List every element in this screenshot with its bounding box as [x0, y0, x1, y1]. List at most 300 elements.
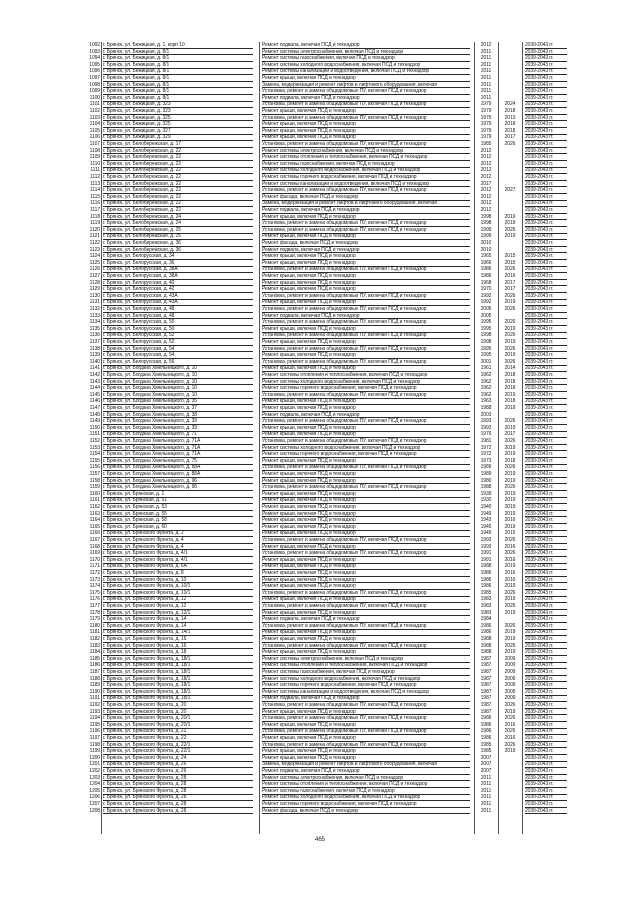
row-period: 2039-2043 гг. [525, 68, 554, 75]
row-number: 1164 [89, 517, 100, 524]
row-work-type: Ремонт системы канализации и водоотведения, включая ПСД и технадзор [262, 688, 430, 695]
row-period: 2039-2043 гг. [525, 339, 554, 345]
row-year-built: 1979 [480, 121, 492, 128]
row-year-repair: 2017 [504, 279, 516, 286]
row-period: 2039-2043 гг. [525, 127, 554, 134]
row-address: г. Брянск, ул. Брянского Фронта, д. 2 [103, 530, 184, 537]
table-row [0, 775, 640, 781]
row-year-repair: 2019 [504, 477, 516, 484]
table-row [0, 722, 640, 728]
row-address: г. Брянск, ул. Бежицкая, д. 325 [103, 121, 171, 128]
row-number: 1150 [89, 424, 100, 431]
row-address: г. Брянск, ул. Брянского Фронта, д. 16 [103, 636, 187, 642]
row-year-built: 1995 [480, 319, 492, 326]
row-address: г. Брянск, ул. Брянского Фронта, д. 18/1 [103, 688, 191, 695]
table-row [0, 134, 640, 140]
row-address: г. Брянск, ул. Брянского Фронта, д. 4/1 [103, 556, 188, 563]
row-period: 2039-2043 гг. [525, 385, 554, 392]
table-row [0, 425, 640, 431]
row-address: г. Брянск, ул. Белобережская, д. 22 [103, 174, 181, 180]
table-row [0, 656, 640, 662]
row-period: 2039-2043 гг. [525, 629, 554, 636]
row-number: 1198 [89, 741, 100, 748]
row-number: 1122 [89, 240, 100, 246]
row-period: 2039-2043 гг. [525, 510, 554, 517]
row-work-type: Ремонт крыши, включая ПСД и технадзор [262, 721, 356, 728]
row-work-type: Установка, ремонт и замена общедомовых ПУ, включая ПСД и технадзор [262, 345, 427, 352]
table-row [0, 346, 640, 352]
row-year-repair: 2026 [504, 728, 516, 735]
row-number: 1165 [89, 523, 100, 530]
row-year-built: 1995 [480, 345, 492, 352]
table-row [0, 715, 640, 721]
row-work-type: Ремонт крыши, включая ПСД и технадзор [262, 748, 356, 755]
row-period: 2039-2043 гг. [525, 642, 554, 649]
table-row [0, 49, 640, 55]
row-number: 1092 [89, 42, 100, 48]
row-period: 2039-2043 гг. [525, 365, 554, 372]
row-year-built: 1985 [480, 741, 492, 748]
row-work-type: Ремонт крыши, включая ПСД и технадзор [262, 570, 356, 576]
row-number: 1176 [89, 596, 100, 603]
row-period: 2039-2043 гг. [525, 306, 554, 312]
row-work-type: Ремонт крыши, включая ПСД и технадзор [262, 629, 356, 636]
row-year-repair: 2026 [504, 345, 516, 352]
row-year-repair: 2019 [504, 405, 516, 411]
table-row [0, 128, 640, 134]
row-number: 1132 [89, 306, 100, 312]
row-address: г. Брянск, ул. Брянская, д. 1 [103, 490, 165, 497]
table-row [0, 62, 640, 68]
row-year-built: 1988 [480, 636, 492, 642]
row-address: г. Брянск, ул. Белорусская, д. 48 [103, 306, 175, 312]
row-period: 2039-2043 гг. [525, 141, 554, 147]
row-number: 1207 [89, 801, 100, 807]
row-work-type: Установка, ремонт и замена общедомовых ПУ, включая ПСД и технадзор [262, 319, 427, 326]
row-number: 1141 [89, 365, 100, 372]
table-row [0, 167, 640, 173]
row-address: г. Брянск, ул. Брянского Фронта, д. 12 [103, 603, 187, 609]
table-row [0, 702, 640, 708]
row-year-built: 1966 [480, 259, 492, 266]
row-year-repair: 2026 [504, 226, 516, 233]
row-work-type: Ремонт крыши, включая ПСД и технадзор [262, 708, 356, 715]
row-number: 1121 [89, 233, 100, 240]
row-period: 2039-2043 гг. [525, 48, 554, 55]
row-year-repair: 2026 [504, 603, 516, 609]
row-number: 1140 [89, 358, 100, 365]
row-year-repair: 2019 [504, 563, 516, 570]
row-period: 2039-2043 гг. [525, 589, 554, 596]
table-row [0, 530, 640, 536]
row-work-type: Ремонт фасада, включая ПСД и технадзор [262, 240, 359, 246]
row-year-built: 2011 [480, 61, 492, 68]
row-number: 1157 [89, 471, 100, 477]
row-year-built: 1943 [480, 517, 492, 524]
table-row [0, 42, 640, 48]
row-address: г. Брянск, ул. Богдана Хмельницкого, д. 35 [103, 398, 197, 405]
table-row [0, 458, 640, 464]
row-period: 2039-2043 гг. [525, 530, 554, 537]
row-work-type: Ремонт крыши, включая ПСД и технадзор [262, 523, 356, 530]
row-address: г. Брянск, ул. Брянского Фронта, д. 28 [103, 794, 187, 801]
row-number: 1112 [90, 174, 100, 180]
row-address: г. Брянск, ул. Брянского Фронта, д. 20 [103, 708, 187, 715]
row-number: 1182 [89, 636, 100, 642]
row-year-repair: 2016 [504, 735, 516, 741]
row-number: 1189 [89, 682, 100, 689]
row-period: 2039-2043 гг. [525, 497, 554, 504]
row-work-type: Ремонт системы электроснабжения, включая ПСД и технадзор [262, 774, 404, 781]
row-address: г. Брянск, ул. Брянского Фронта, д. 18/1 [103, 682, 191, 689]
row-period: 2039-2043 гг. [525, 457, 554, 464]
row-work-type: Ремонт подвала, включая ПСД и технадзор [262, 312, 360, 319]
row-period: 2039-2043 гг. [525, 622, 554, 629]
row-work-type: Ремонт крыши, включая ПСД и технадзор [262, 253, 356, 260]
row-year-built: 2007 [480, 754, 492, 761]
row-work-type: Ремонт крыши, включая ПСД и технадзор [262, 108, 356, 114]
table-row [0, 431, 640, 437]
row-address: г. Брянск, ул. Белобережская, д. 22 [103, 160, 181, 167]
row-year-repair: 2019 [504, 708, 516, 715]
row-address: г. Брянск, ул. Белобережская, д. 22 [103, 200, 181, 207]
row-work-type: Установка, ремонт и замена общедомовых ПУ, включая ПСД и технадзор [262, 266, 427, 273]
row-number: 1180 [89, 622, 100, 629]
row-period: 2039-2043 гг. [525, 253, 554, 260]
row-year-built: 1970 [480, 286, 492, 293]
table-row [0, 755, 640, 761]
row-work-type: Установка, ремонт и замена общедомовых ПУ, включая ПСД и технадзор [262, 391, 427, 398]
row-year-built: 1985 [480, 589, 492, 596]
row-work-type: Установка, ремонт и замена общедомовых ПУ, включая ПСД и технадзор [262, 306, 427, 312]
row-year-repair: 2026 [504, 622, 516, 629]
row-work-type: Установка, ремонт и замена общедомовых ПУ, включая ПСД и технадзор [262, 438, 427, 444]
row-number: 1123 [89, 246, 100, 253]
row-number: 1115 [90, 193, 100, 200]
row-number: 1171 [89, 563, 100, 570]
row-number: 1169 [89, 550, 100, 557]
row-year-built: 1963 [480, 398, 492, 405]
row-number: 1170 [89, 556, 100, 563]
row-period: 2039-2043 гг. [525, 787, 554, 794]
row-period: 2039-2043 гг. [525, 207, 554, 213]
row-year-repair: 2026 [504, 464, 516, 471]
row-work-type: Ремонт крыши, включая ПСД и технадзор [262, 457, 356, 464]
row-address: г. Брянск, ул. Брянского Фронта, д. 8 [103, 570, 184, 576]
row-underline [525, 813, 567, 814]
row-number: 1151 [89, 431, 100, 438]
row-number: 1125 [89, 259, 100, 266]
row-address: г. Брянск, ул. Богдана Хмельницкого, д. 71А [103, 444, 201, 451]
row-work-type: Установка, ремонт и замена общедомовых ПУ, включая ПСД и технадзор [262, 332, 427, 339]
row-period: 2039-2043 гг. [525, 794, 554, 801]
table-row [0, 445, 640, 451]
row-work-type: Ремонт системы горячего водоснабжения, включая ПСД и технадзор [262, 385, 417, 392]
table-row [0, 115, 640, 121]
row-address: г. Брянск, ул. Бежицкая, д. 8/1 [103, 55, 170, 62]
table-row [0, 478, 640, 484]
row-work-type: Ремонт крыши, включая ПСД и технадзор [262, 497, 356, 504]
row-address: г. Брянск, ул. Белобережская, д. 22 [103, 180, 181, 187]
table-row [0, 372, 640, 378]
row-year-repair: 2009 [504, 695, 516, 702]
row-year-built: 1986 [480, 583, 492, 590]
table-row [0, 464, 640, 470]
row-year-built: 1988 [480, 484, 492, 491]
table-row [0, 676, 640, 682]
row-address: г. Брянск, ул. Богдана Хмельницкого, д. 10 [103, 365, 197, 372]
table-row [0, 511, 640, 517]
table-row [0, 742, 640, 748]
row-work-type: Ремонт крыши, включая ПСД и технадзор [262, 259, 356, 266]
row-period: 2039-2043 гг. [525, 556, 554, 563]
row-work-type: Ремонт подвала, включая ПСД и технадзор [262, 246, 360, 253]
table-row [0, 801, 640, 807]
row-year-built: 1968 [480, 279, 492, 286]
row-number: 1202 [89, 768, 100, 774]
row-work-type: Ремонт системы электроснабжения, включая ПСД и технадзор [262, 655, 404, 662]
row-number: 1094 [89, 55, 100, 62]
row-work-type: Ремонт системы холодного водоснабжения, включая ПСД и технадзор [262, 61, 421, 68]
row-number: 1154 [89, 451, 100, 458]
row-period: 2039-2043 гг. [525, 312, 554, 319]
row-work-type: Ремонт крыши, включая ПСД и технадзор [262, 213, 356, 220]
table-row [0, 748, 640, 754]
row-work-type: Ремонт крыши, включая ПСД и технадзор [262, 398, 356, 405]
row-address: г. Брянск, ул. Брянского Фронта, д. 12/1 [103, 609, 191, 616]
row-year-repair: 2016 [504, 721, 516, 728]
row-year-repair: 2026 [504, 292, 516, 299]
row-number: 1114 [90, 187, 100, 194]
row-year-built: 2012 [480, 193, 492, 200]
row-year-repair: 2009 [504, 688, 516, 695]
row-year-repair: 2018 [504, 372, 516, 378]
row-address: г. Брянск, ул. Брянского Фронта, д. 28 [103, 781, 187, 788]
row-year-built: 1986 [480, 622, 492, 629]
table-row [0, 293, 640, 299]
row-address: г. Брянск, ул. Белорусская, д. 52 [103, 339, 175, 345]
row-work-type: Ремонт системы электроснабжения, включая ПСД и технадзор [262, 147, 404, 154]
row-year-built: 2003 [480, 411, 492, 418]
row-year-built: 1949 [480, 510, 492, 517]
row-year-built: 1979 [480, 127, 492, 134]
row-year-built: 2012 [480, 187, 492, 194]
row-address: г. Брянск, ул. Богдана Хмельницкого, д. 10 [103, 372, 197, 378]
row-year-repair: 2019 [504, 636, 516, 642]
row-year-built: 1973 [480, 457, 492, 464]
row-work-type: Установка, ремонт и замена общедомовых ПУ, включая ПСД и технадзор [262, 537, 427, 543]
row-work-type: Ремонт системы горячего водоснабжения, включая ПСД и технадзор [262, 682, 417, 689]
row-address: г. Брянск, ул. Брянского Фронта, д. 6А [103, 563, 187, 570]
table-row [0, 808, 640, 814]
row-period: 2039-2043 гг. [525, 94, 554, 101]
row-period: 2039-2043 гг. [525, 345, 554, 352]
row-address: г. Брянск, ул. Богдана Хмельницкого, д. 39 [103, 424, 197, 431]
row-number: 1191 [89, 695, 100, 702]
row-address: г. Брянск, ул. Белорусская, д. 43А [103, 292, 178, 299]
row-period: 2039-2043 гг. [525, 226, 554, 233]
row-period: 2039-2043 гг. [525, 358, 554, 365]
table-row [0, 590, 640, 596]
row-period: 2039-2043 гг. [525, 504, 554, 510]
row-number: 1159 [89, 484, 100, 491]
row-address: г. Брянск, ул. Белобережская, д. 22 [103, 154, 181, 161]
row-year-built: 1940 [480, 504, 492, 510]
row-work-type: Ремонт крыши, включая ПСД и технадзор [262, 583, 356, 590]
row-year-built: 1992 [480, 292, 492, 299]
row-address: г. Брянск, ул. Бежицкая, д. 8/1 [103, 88, 170, 95]
row-work-type: Ремонт подвала, включая ПСД и технадзор [262, 768, 360, 774]
row-period: 2039-2043 гг. [525, 378, 554, 385]
row-period: 2039-2043 гг. [525, 154, 554, 161]
row-year-repair: 2019 [504, 233, 516, 240]
row-address: г. Брянск, ул. Белорусская, д. 38А [103, 273, 178, 279]
table-row [0, 253, 640, 259]
row-address: г. Брянск, ул. Бежицкая, д. 8/1 [103, 75, 170, 81]
row-work-type: Ремонт системы отопления и теплоснабжения, включая ПСД и технадзор [262, 662, 428, 669]
row-work-type: Ремонт крыши, включая ПСД и технадзор [262, 477, 356, 484]
row-year-built: 2012 [480, 42, 492, 48]
row-address: г. Брянск, ул. Брянская, д. 51 [103, 497, 167, 504]
row-year-built: 1989 [480, 464, 492, 471]
row-work-type: Ремонт крыши, включая ПСД и технадзор [262, 352, 356, 359]
row-period: 2039-2043 гг. [525, 180, 554, 187]
row-period: 2039-2043 гг. [525, 477, 554, 484]
row-work-type: Установка, ремонт и замена общедомовых ПУ, включая ПСД и технадзор [262, 358, 427, 365]
row-year-built: 1987 [480, 662, 492, 669]
row-work-type: Ремонт системы холодного водоснабжения, включая ПСД и технадзор [262, 167, 421, 174]
row-number: 1193 [89, 708, 100, 715]
row-address: г. Брянск, ул. Брянская, д. 53 [103, 504, 167, 510]
row-year-built: 1991 [480, 550, 492, 557]
row-number: 1096 [89, 68, 100, 75]
row-year-repair: 2019 [504, 299, 516, 306]
row-work-type: Ремонт крыши, включая ПСД и технадзор [262, 735, 356, 741]
row-year-built: 1988 [480, 649, 492, 656]
table-row [0, 563, 640, 569]
row-work-type: Ремонт системы электроснабжения, включая ПСД и технадзор [262, 48, 404, 55]
row-work-type: Замена, модернизация и ремонт лифтов и лифтового оборудования, включая [262, 81, 437, 88]
row-address: г. Брянск, ул. Брянского Фронта, д. 4 [103, 543, 184, 550]
row-period: 2039-2043 гг. [525, 669, 554, 675]
row-year-repair: 2019 [504, 629, 516, 636]
row-period: 2039-2043 гг. [525, 801, 554, 807]
row-year-built: 2012 [480, 160, 492, 167]
row-address: г. Брянск, ул. Белобережская, д. 22 [103, 187, 181, 194]
table-row [0, 484, 640, 490]
row-year-built: 1986 [480, 728, 492, 735]
row-address: г. Брянск, ул. Брянского Фронта, д. 10/1 [103, 583, 191, 590]
row-year-built: 1988 [480, 642, 492, 649]
row-year-repair: 2016 [504, 570, 516, 576]
row-work-type: Ремонт крыши, включая ПСД и технадзор [262, 649, 356, 656]
row-work-type: Установка, ремонт и замена общедомовых ПУ, включая ПСД и технадзор [262, 292, 427, 299]
table-row [0, 596, 640, 602]
table-row [0, 240, 640, 246]
table-row [0, 577, 640, 583]
row-period: 2039-2043 гг. [525, 721, 554, 728]
row-year-repair: 2026 [504, 319, 516, 326]
row-address: г. Брянск, ул. Белобережская, д. 22 [103, 193, 181, 200]
row-work-type: Ремонт крыши, включая ПСД и технадзор [262, 286, 356, 293]
row-number: 1130 [89, 292, 100, 299]
row-address: г. Брянск, ул. Богдана Хмельницкого, д. 10 [103, 391, 197, 398]
row-year-built: 2012 [480, 174, 492, 180]
row-work-type: Ремонт крыши, включая ПСД и технадзор [262, 490, 356, 497]
row-period: 2039-2043 гг. [525, 398, 554, 405]
row-work-type: Установка, ремонт и замена общедомовых ПУ, включая ПСД и технадзор [262, 141, 427, 147]
row-address: г. Брянск, ул. Брянского Фронта, д. 28 [103, 807, 187, 814]
row-number: 1199 [89, 748, 100, 755]
row-number: 1124 [89, 253, 100, 260]
row-year-repair: 2017 [504, 286, 516, 293]
row-year-built: 1939 [480, 490, 492, 497]
row-year-built: 2005 [480, 306, 492, 312]
row-work-type: Ремонт системы газоснабжения, включая ПСД и технадзор [262, 55, 395, 62]
row-year-built: 1972 [480, 444, 492, 451]
table-row [0, 392, 640, 398]
row-number: 1100 [89, 94, 100, 101]
row-period: 2039-2043 гг. [525, 81, 554, 88]
row-period: 2039-2043 гг. [525, 325, 554, 332]
row-work-type: Ремонт системы отопления и теплоснабжения, включая ПСД и технадзор [262, 154, 428, 161]
table-row [0, 75, 640, 81]
row-year-repair: 2019 [504, 339, 516, 345]
table-row [0, 794, 640, 800]
row-work-type: Ремонт крыши, включая ПСД и технадзор [262, 504, 356, 510]
table-row [0, 220, 640, 226]
row-period: 2039-2043 гг. [525, 464, 554, 471]
row-number: 1184 [89, 649, 100, 656]
row-year-repair: 2026 [504, 358, 516, 365]
row-work-type: Ремонт системы газоснабжения, включая ПСД и технадзор [262, 787, 395, 794]
row-year-built: 1949 [480, 530, 492, 537]
row-address: г. Брянск, ул. Брянского Фронта, д. 4 [103, 537, 184, 543]
table-row [0, 583, 640, 589]
row-year-repair: 2019 [504, 504, 516, 510]
row-year-built: 1998 [480, 213, 492, 220]
table-row [0, 662, 640, 668]
row-address: г. Брянск, ул. Белорусская, д. 42 [103, 286, 175, 293]
row-year-built: 1979 [480, 134, 492, 141]
row-year-repair: 2019 [504, 451, 516, 458]
row-work-type: Ремонт подвала, включая ПСД и технадзор [262, 207, 360, 213]
row-year-built: 2012 [480, 207, 492, 213]
row-year-built: 2011 [480, 807, 492, 814]
table-row [0, 352, 640, 358]
row-year-repair: 2026 [504, 266, 516, 273]
row-period: 2039-2043 гг. [525, 240, 554, 246]
row-number: 1149 [89, 418, 100, 425]
row-work-type: Установка, ремонт и замена общедомовых ПУ, включая ПСД и технадзор [262, 88, 427, 95]
row-period: 2039-2043 гг. [525, 101, 554, 108]
row-work-type: Ремонт системы горячего водоснабжения, включая ПСД и технадзор [262, 801, 417, 807]
row-year-built: 2012 [480, 200, 492, 207]
row-period: 2039-2043 гг. [525, 471, 554, 477]
row-address: г. Брянск, ул. Бежицкая, д. 323 [103, 108, 171, 114]
row-year-built: 1989 [480, 471, 492, 477]
row-period: 2039-2043 гг. [525, 490, 554, 497]
row-work-type: Ремонт крыши, включая ПСД и технадзор [262, 471, 356, 477]
row-year-repair: 2019 [504, 220, 516, 227]
row-address: г. Брянск, ул. Брянского Фронта, д. 20 [103, 702, 187, 708]
row-address: г. Брянск, ул. Брянская, д. 58 [103, 517, 167, 524]
row-work-type: Ремонт системы отопления и теплоснабжения, включая ПСД и технадзор [262, 781, 428, 788]
row-address: г. Брянск, ул. Брянского Фронта, д. 28 [103, 801, 187, 807]
row-number: 1162 [89, 504, 100, 510]
row-year-built: 2011 [480, 94, 492, 101]
row-address: г. Брянск, ул. Богдана Хмельницкого, д. 39 [103, 418, 197, 425]
